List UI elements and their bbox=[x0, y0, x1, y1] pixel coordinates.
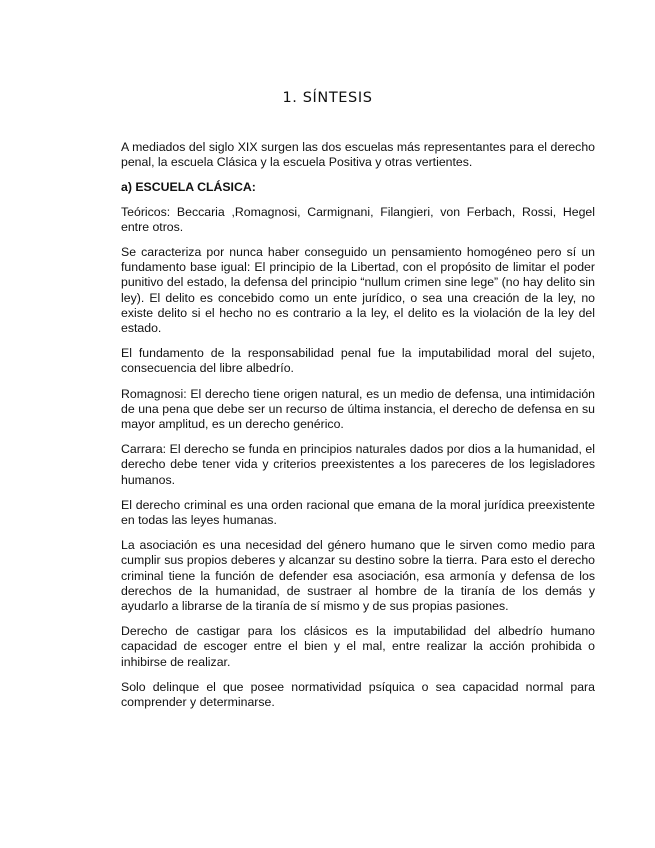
romagnosi-paragraph: Romagnosi: El derecho tiene origen natural, es un medio de defensa, una intimidación de una pena que debe ser un recurso de última instancia, el derecho de defensa en su mayor amplitud, es un derecho genérico. bbox=[121, 386, 595, 432]
section-heading-escuela-clasica: a) ESCUELA CLÁSICA: bbox=[121, 180, 256, 195]
right-to-punish-paragraph: Derecho de castigar para los clásicos es la imputabilidad del albedrío humano capacidad de escoger entre el bien y el mal, entre realizar la acción prohibida o inhibirse de realizar. bbox=[121, 624, 595, 669]
carrara-paragraph: Carrara: El derecho se funda en principios naturales dados por dios a la humanidad, el derecho debe tener vida y criterios preexistentes a los pareceres de los legisladores humanos. bbox=[121, 442, 595, 487]
responsibility-paragraph: El fundamento de la responsabilidad penal fue la imputabilidad moral del sujeto, consecuencia del libre albedrío. bbox=[121, 346, 595, 376]
characteristics-paragraph: Se caracteriza por nunca haber conseguido un pensamiento homogéneo pero sí un fundamento base igual: El principio de la Libertad, con el propósito de limitar el poder punitivo del estado, la defensa del principio “nullum crimen sine lege” (no hay delito sin ley). El delito es concebido como un ente jurídico, o sea una creación de la ley, no existe delito si el hecho no es contrario a la ley, el delito es la violación de la ley del estado. bbox=[121, 245, 595, 336]
theorists-paragraph: Teóricos: Beccaria ,Romagnosi, Carmignani, Filangieri, von Ferbach, Rossi, Hegel entre otros. bbox=[121, 204, 595, 234]
delinquency-paragraph: Solo delinque el que posee normatividad psíquica o sea capacidad normal para comprender y determinarse. bbox=[121, 679, 595, 710]
section-title: 1. SÍNTESIS bbox=[282, 90, 373, 106]
document-body bbox=[121, 140, 595, 720]
intro-paragraph: A mediados del siglo XIX surgen las dos escuelas más representantes para el derecho penal, la escuela Clásica y la escuela Positiva y otras vertientes. bbox=[121, 140, 595, 170]
association-paragraph: La asociación es una necesidad del género humano que le sirven como medio para cumplir sus propios deberes y alcanzar su destino sobre la tierra. Para esto el derecho criminal tiene la función de defender esa asociación, esa armonía y defensa de los derechos de la humanidad, de sustraer al hombre de la tiranía de los demás y ayudarlo a librarse de la tiranía de sí mismo y de sus propias pasiones. bbox=[121, 538, 595, 614]
criminal-law-paragraph: El derecho criminal es una orden racional que emana de la moral jurídica preexistente en todas las leyes humanas. bbox=[121, 497, 595, 528]
